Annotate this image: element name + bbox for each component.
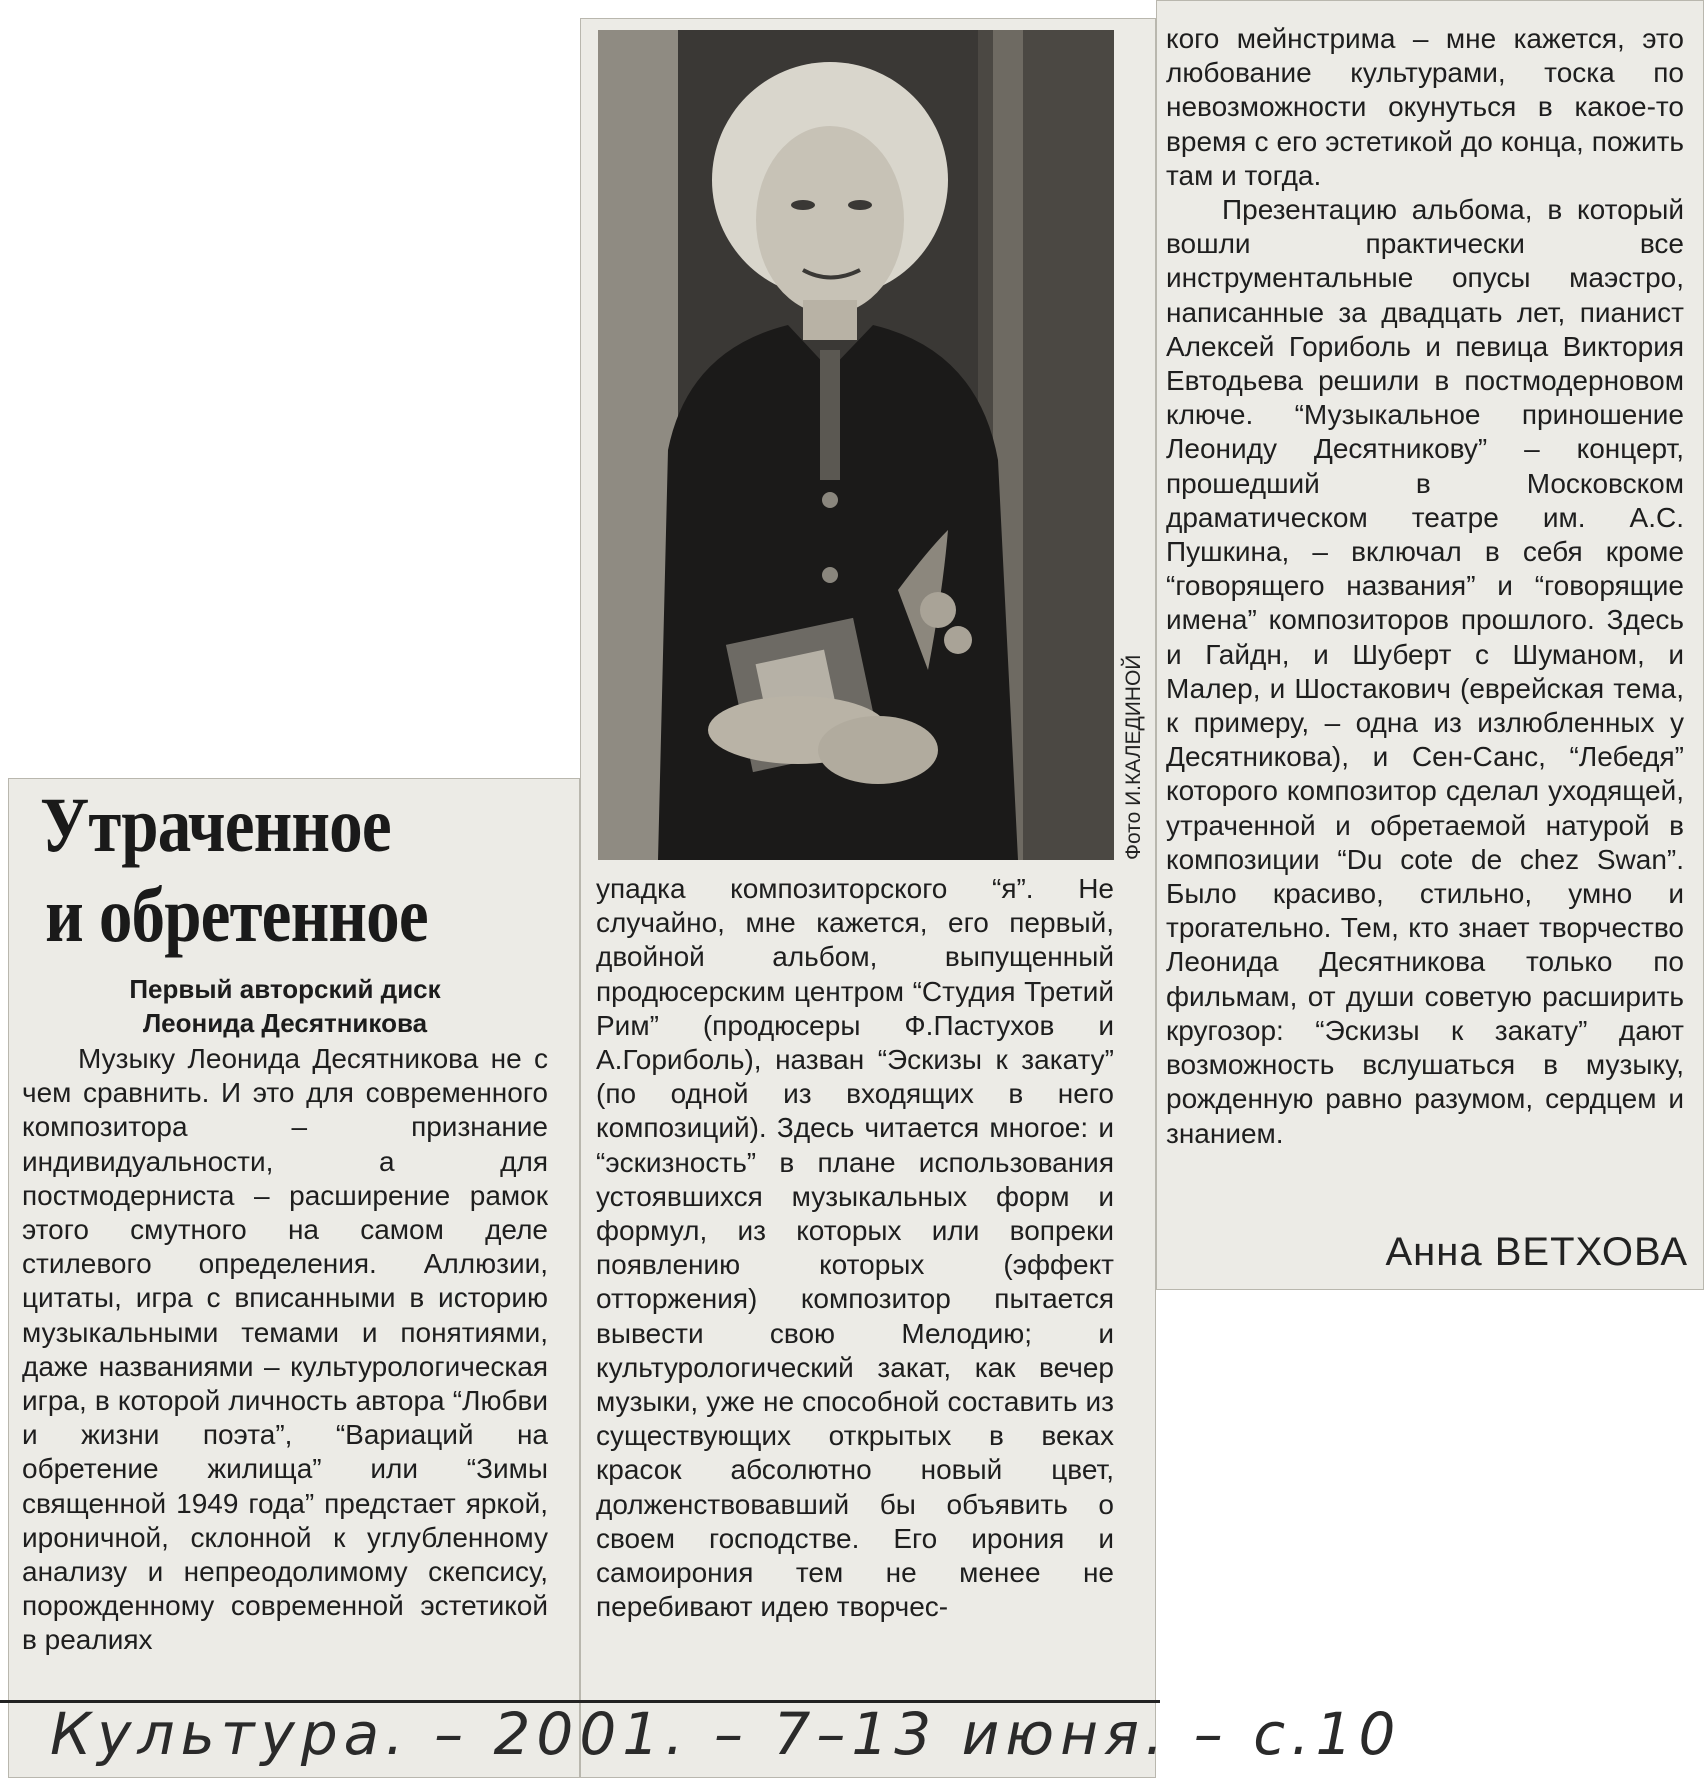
article-paragraph: Презентацию альбома, в который вошли практически все инструментальные опусы маэстро, написанные за двадцать лет, пианист Алексей Гориболь и певица Виктория Евтодьева решили в постмодерновом ключе. “Музыкальное приношение Леониду Десятникову” – концерт, прошедший в Московском драматическом театре им. А.С. Пушкина, – включал в себя кроме “говорящего названия” и “говорящие имена” композиторов прошлого. Здесь и Гайдн, и Шуберт с Шуманом, и Малер, и Шостакович (еврейская тема, к примеру, – одна из излюбленных у Десятникова), и Сен-Санс, “Лебедя” которого композитор сделал уходящей, утраченной и обретаемой натурой в композиции “Du cote de chez Swan”. Было красиво, стильно, умно и трогательно. Тем, кто знает творчество Леонида Десятникова только по фильмам, от души советую расширить кругозор: “Эскизы к закату” дают возможность вслушаться в музыку, рожденную равно разумом, сердцем и знанием.: [1166, 194, 1684, 1149]
article-subtitle: [40, 972, 530, 1040]
headline-line-2: и обретенное: [45, 871, 428, 958]
composer-photo-illustration: [598, 30, 1114, 860]
subtitle-line-2: Леонида Десятникова: [142, 1008, 428, 1038]
subtitle-line-1: Первый авторский диск: [129, 974, 441, 1004]
article-paragraph: Музыку Леонида Десятникова не с чем сравнить. И это для современного композитора – признание индивидуальности, а для постмодерниста – расширение рамок этого смутного на самом деле стилевого определения. Аллюзии, цитаты, игра с вписанными в историю музыкальными темами и понятиями, даже названиями – культурологическая игра, в которой личность автора “Любви и жизни поэта”, “Вариаций на обретение жилища” или “Зимы священной 1949 года” предстает яркой, ироничной, склонной к углубленному анализу и непреодолимому скепсису, порожденному современной эстетикой в реалиях: [22, 1043, 548, 1656]
article-column-left: [22, 1042, 548, 1658]
article-column-middle: [596, 872, 1114, 1624]
headline-line-1: Утраченное: [40, 781, 391, 868]
article-paragraph: упадка композиторского “я”. Не случайно, мне кажется, его первый, двойной альбом, выпущенный продюсерским центром “Студия Третий Рим” (продюсеры Ф.Пастухов и А.Гориболь), назван “Эскизы к закату” (по одной из входящих в него композиций). Здесь читается многое: и “эскизность” в плане использования устоявшихся музыкальных форм и формул, из которых или вопреки появлению которых (эффект отторжения) композитор пытается вывести свою Мелодию; и культурологический закат, как вечер музыки, уже не способной составить из существующих открытых в веках красок абсолютно новый цвет, долженствовавший бы объявить о своем господстве. Его ирония и самоирония тем не менее не перебивают идею творчес-: [596, 873, 1114, 1623]
photo-credit: Фото И.КАЛЕДИНОЙ: [1122, 654, 1145, 860]
article-column-right: [1166, 22, 1684, 1151]
author-signature: Анна ВЕТХОВА: [1385, 1230, 1688, 1274]
article-paragraph: кого мейнстрима – мне кажется, это любование культурами, тоска по невозможности окунуться в какое-то время с его эстетикой до конца, пожить там и тогда.: [1166, 23, 1684, 191]
handwritten-source-note: Культура. – 2001. – 7–13 июня. – с.10: [50, 1700, 1402, 1768]
article-headline: [40, 780, 487, 960]
composer-photo: [598, 30, 1114, 860]
